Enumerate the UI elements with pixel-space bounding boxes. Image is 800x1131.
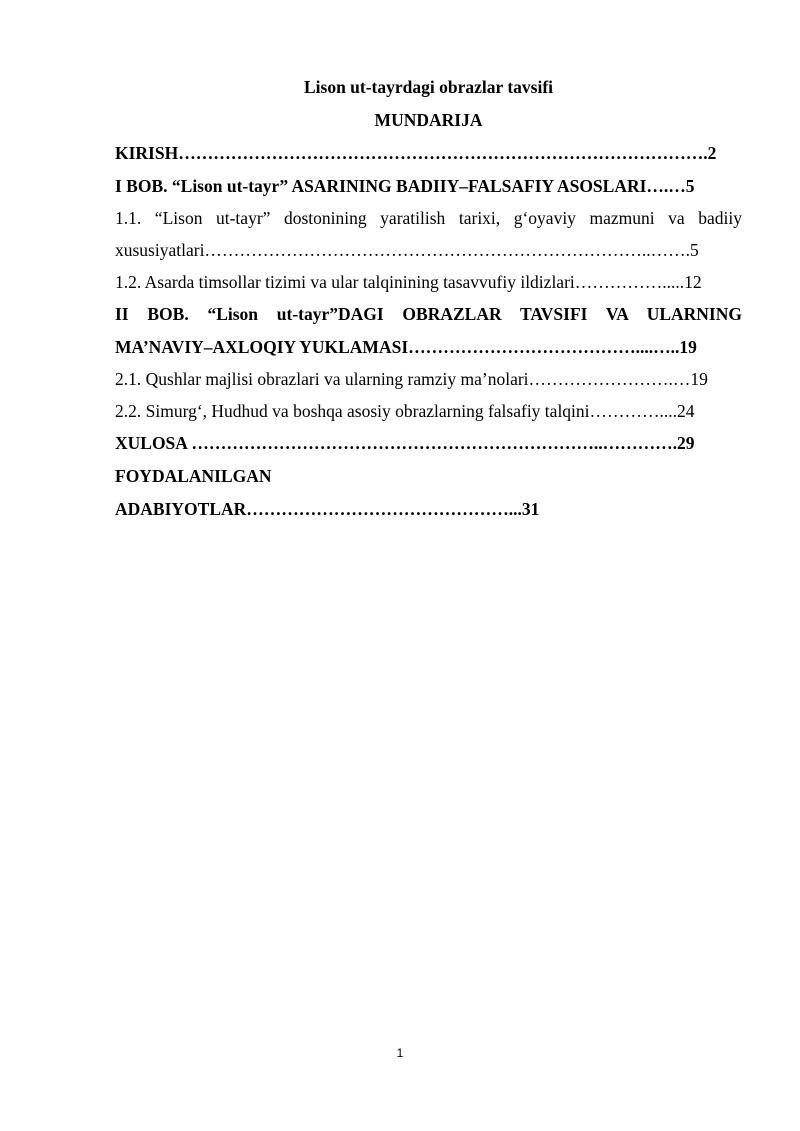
toc-entry-kirish[interactable]: KIRISH……………………………………………………………………………….2 (115, 143, 717, 163)
document-title: Lison ut-tayrdagi obrazlar tavsifi (303, 77, 554, 97)
toc-entry-section-2-2[interactable]: 2.2. Simurg‘, Hudhud va boshqa asosiy obrazlarning falsafiy talqini…………....24 (115, 401, 695, 421)
toc-entry-bibliography-cont[interactable]: ADABIYOTLAR………………………………………...31 (115, 499, 540, 519)
toc-entry-chapter-2[interactable]: II BOB. “Lison ut-tayr”DAGI OBRAZLAR TAVSIFI VA ULARNING (115, 304, 742, 324)
toc-entry-chapter-2-cont[interactable]: MA’NAVIY–AXLOQIY YUKLAMASI…………………………………....…..19 (115, 337, 697, 357)
page-number: 1 (396, 1046, 404, 1060)
toc-entry-section-1-2[interactable]: 1.2. Asarda timsollar tizimi va ular talqinining tasavvufiy ildizlari…………….....12 (115, 272, 702, 292)
toc-entry-xulosa[interactable]: XULOSA ……………………………………………………………..………….29 (115, 433, 695, 453)
toc-entry-section-1-1[interactable]: 1.1. “Lison ut-tayr” dostonining yaratilish tarixi, g‘oyaviy mazmuni va badiiy (115, 208, 742, 228)
toc-entry-section-2-1[interactable]: 2.1. Qushlar majlisi obrazlari va ularning ramziy ma’nolari…………………….…19 (115, 369, 708, 389)
toc-entry-bibliography[interactable]: FOYDALANILGAN (115, 466, 272, 486)
toc-heading: MUNDARIJA (374, 110, 483, 130)
toc-entry-chapter-1[interactable]: I BOB. “Lison ut-tayr” ASARINING BADIIY–FALSAFIY ASOSLARI….…5 (115, 176, 695, 196)
toc-entry-section-1-1-cont[interactable]: xususiyatlari…………………………………………………………………..…….5 (115, 240, 699, 260)
